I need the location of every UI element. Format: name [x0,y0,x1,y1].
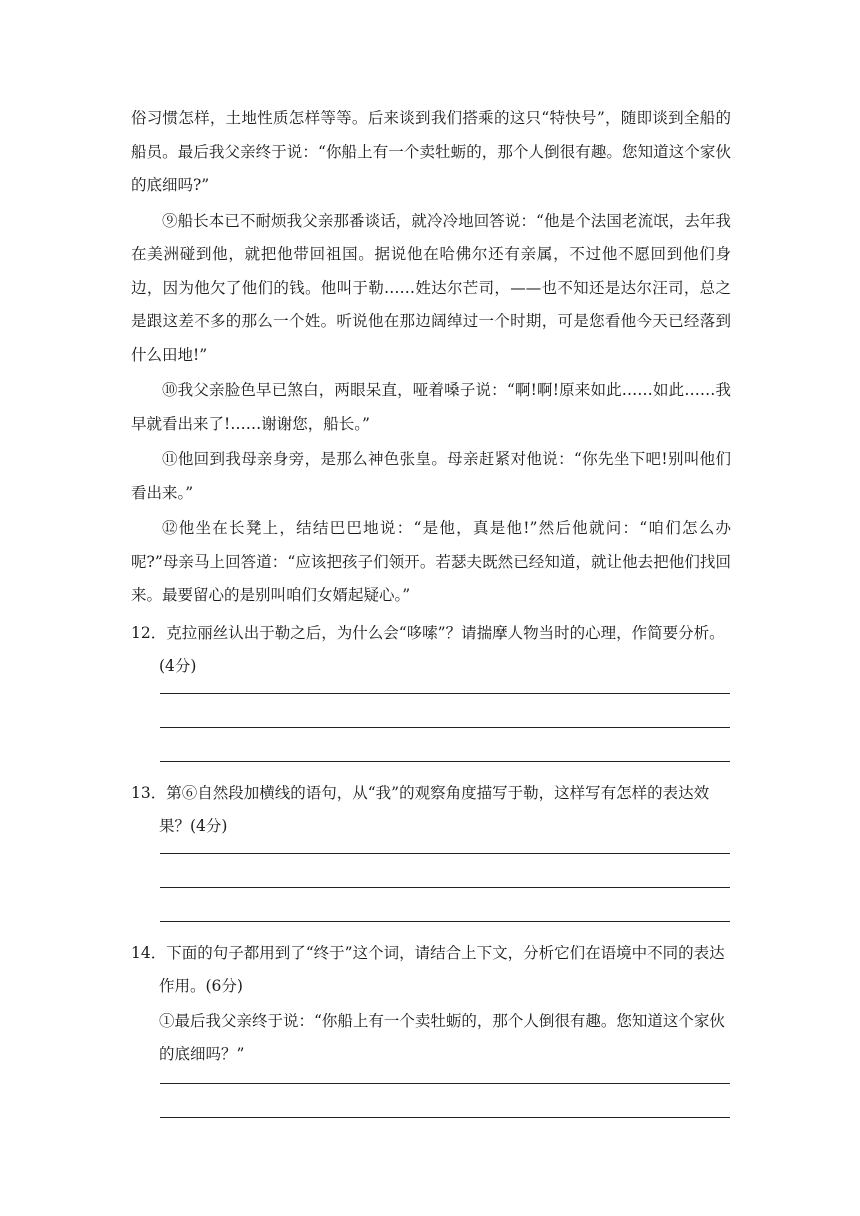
paragraph-12: ⑫他坐在长凳上，结结巴巴地说：“是他，真是他!”然后他就问：“咱们怎么办呢?”母亲马上回答道：“应该把孩子们领开。若瑟夫既然已经知道，就让他去把他们找回来。最要留心的是别叫咱们女婿起疑心。” [131,519,731,604]
answer-area-14[interactable] [131,1083,731,1118]
answer-line[interactable] [160,1117,730,1118]
question-14: 14．下面的句子都用到了“终于”这个词，请结合上下文，分析它们在语境中不同的表达作用。(6分) [131,943,725,995]
paragraph-9: ⑨船长本已不耐烦我父亲那番谈话，就冷冷地回答说：“他是个法国老流氓，去年我在美洲碰到他，就把他带回祖国。据说他在哈佛尔还有亲属，不过他不愿回到他们身边，因为他欠了他们的钱。他叫于勒……姓达尔芒司，——也不知还是达尔汪司，总之是跟这差不多的那么一个姓。听说他在那边阔绰过一个时期，可是您看他今天已经落到什么田地!” [131,211,731,364]
paragraph-11: ⑪他回到我母亲身旁，是那么神色张皇。母亲赶紧对他说：“你先坐下吧!别叫他们看出来。” [131,450,731,502]
answer-line[interactable] [160,761,730,762]
question-13: 13．第⑥自然段加横线的语句，从“我”的观察角度描写于勒，这样写有怎样的表达效果？(4分) [131,783,710,835]
answer-line[interactable] [160,1083,730,1084]
document-page [131,102,731,1118]
answer-area-12[interactable] [131,693,731,762]
answer-line[interactable] [160,693,730,694]
answer-line[interactable] [160,853,730,854]
question-14-item-1: ①最后我父亲终于说：“你船上有一个卖牡蛎的，那个人倒很有趣。您知道这个家伙的底细吗？” [159,1011,725,1063]
question-12: 12．克拉丽丝认出于勒之后，为什么会“哆嗦”？请揣摩人物当时的心理，作简要分析。(4分) [131,623,725,675]
answer-line[interactable] [160,727,730,728]
paragraph-10: ⑩我父亲脸色早已煞白，两眼呆直，哑着嗓子说：“啊!啊!原来如此……如此……我早就看出来了!……谢谢您，船长。” [131,381,731,433]
paragraph-continued: 俗习惯怎样，土地性质怎样等等。后来谈到我们搭乘的这只“特快号”，随即谈到全船的船员。最后我父亲终于说：“你船上有一个卖牡蛎的，那个人倒很有趣。您知道这个家伙的底细吗?” [131,109,731,194]
answer-line[interactable] [160,887,730,888]
answer-area-13[interactable] [131,853,731,922]
answer-line[interactable] [160,921,730,922]
